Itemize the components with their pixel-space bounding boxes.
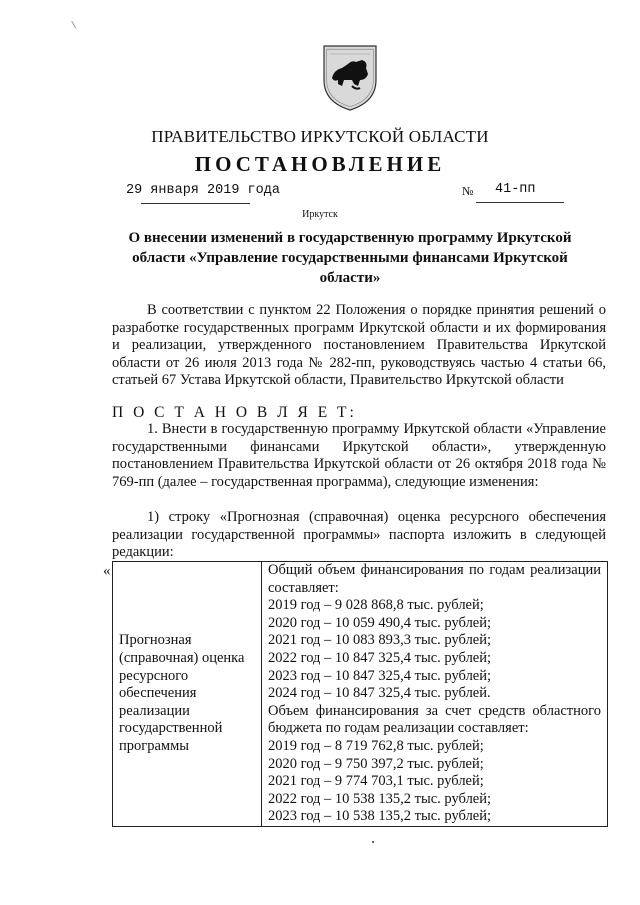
table-right-cell <box>262 562 608 827</box>
list-item: 2023 год – 10 538 135,2 тыс. рублей; <box>268 808 492 825</box>
list-item: 2023 год – 10 847 325,4 тыс. рублей; <box>268 667 492 684</box>
item-1-paragraph: 1. Внести в государственную программу Иркутской области «Управление государственными финансами Иркутской области», утвержденную постановлением Правительства Иркутской области от 26 октября 2018 года № 769-пп (далее – государственная программа), следующие изменения: <box>112 421 606 490</box>
intro-paragraph: В соответствии с пунктом 22 Положения о порядке принятия решений о разработке государственных программ Иркутской области и их формирования и реализации, утвержденного постановлением Правительства Иркутской области от 26 июля 2013 года № 282-пп, руководствуясь частью 4 статьи 66, статьей 67 Устава Иркутской области, Правительство Иркутской области <box>112 302 606 389</box>
list-item: 2021 год – 9 774 703,1 тыс. рублей; <box>268 773 484 790</box>
coat-of-arms-icon <box>322 40 378 112</box>
opening-quote: « <box>103 563 111 579</box>
total-intro: Общий объем финансирования по годам реализации составляет: <box>268 562 601 596</box>
list-item: 2020 год – 9 750 397,2 тыс. рублей; <box>268 755 484 772</box>
left-label: Прогнозная (справочная) оценка ресурсного обеспечения реализации государственной программы <box>119 632 245 754</box>
table-left-cell <box>113 562 262 827</box>
list-item: 2020 год – 10 059 490,4 тыс. рублей; <box>268 614 492 631</box>
document-title: О внесении изменений в государственную программу Иркутской области «Управление государственными финансами Иркутской области» <box>128 230 572 286</box>
page-dot <box>372 841 374 843</box>
list-item: 2021 год – 10 083 893,3 тыс. рублей; <box>268 632 492 649</box>
regional-intro: Объем финансирования за счет средств областного бюджета по годам реализации составляет: <box>268 702 601 737</box>
list-item: 2019 год – 9 028 868,8 тыс. рублей; <box>268 597 484 614</box>
document-date: 29 января 2019 года <box>126 183 280 198</box>
list-item: 2019 год – 8 719 762,8 тыс. рублей; <box>268 737 484 754</box>
item-1-1-paragraph: 1) строку «Прогнозная (справочная) оценка ресурсного обеспечения реализации государственной программы» паспорта изложить в следующей редакции: <box>112 509 606 561</box>
table-row <box>113 562 608 827</box>
document-number: 41-пп <box>495 182 536 197</box>
number-underline <box>476 202 564 203</box>
decree-word: П О С Т А Н О В Л Я Е Т: <box>112 404 357 421</box>
resource-table <box>112 561 608 827</box>
number-sign: № <box>462 184 474 198</box>
scan-mark <box>71 20 78 28</box>
list-item: 2024 год – 10 847 325,4 тыс. рублей. <box>268 685 491 702</box>
list-item: 2022 год – 10 847 325,4 тыс. рублей; <box>268 649 492 666</box>
list-item: 2022 год – 10 538 135,2 тыс. рублей; <box>268 790 492 807</box>
financing-block <box>262 562 607 826</box>
date-underline <box>141 203 250 204</box>
city: Иркутск <box>302 209 338 220</box>
document-type: ПОСТАНОВЛЕНИЕ <box>194 152 446 176</box>
government-name: ПРАВИТЕЛЬСТВО ИРКУТСКОЙ ОБЛАСТИ <box>151 127 489 146</box>
